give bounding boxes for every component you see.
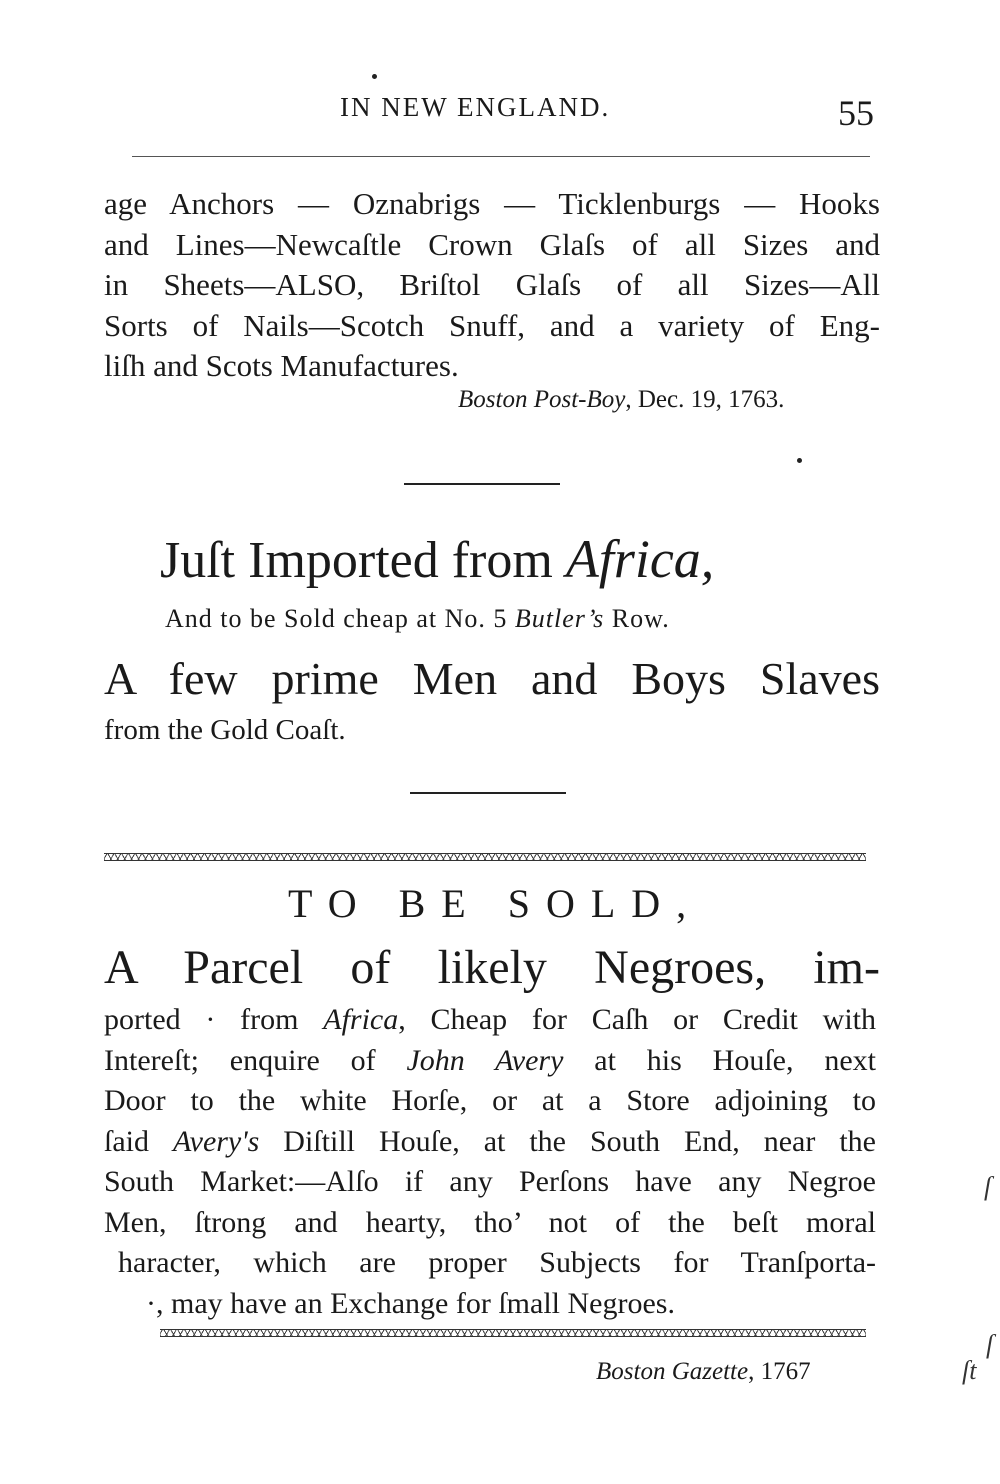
- margin-mark: ſ: [984, 1172, 992, 1201]
- ad3-text: ·, may have an Exchange for ſmall Negroes.: [146, 1286, 675, 1320]
- ad2-tail-line: from the Gold Coaſt.: [104, 714, 346, 746]
- ad1-line: liſh and Scots Manufactures.: [104, 348, 459, 383]
- ad2-heading: [160, 528, 714, 590]
- ad3-italic: Africa: [323, 1003, 399, 1036]
- ad3-heading: TO BE SOLD,: [288, 881, 703, 926]
- ad3-credit-date: , 1767: [748, 1358, 811, 1385]
- ad2-heading-text: Juſt Imported from: [160, 532, 566, 589]
- ad3-italic: Avery's: [172, 1124, 260, 1158]
- ad1-line: in Sheets—ALSO, Briſtol Glaſs of all Sizes—All: [104, 267, 880, 302]
- section-rule: [404, 483, 560, 485]
- ad3-credit-paper: Boston Gazette: [596, 1358, 749, 1385]
- ad2-main-line: A few prime Men and Boys Slaves: [104, 653, 880, 704]
- ad3-text: Intereſt; enquire of: [104, 1043, 407, 1077]
- ink-speck: [797, 458, 802, 463]
- ad3-text: Diſtill Houſe, at the South End, near the: [259, 1124, 876, 1158]
- ad3-text: Men, ſtrong and hearty, tho’ not of the beſt moral: [104, 1205, 876, 1239]
- ad1-credit: [458, 386, 784, 414]
- margin-mark: ſ: [986, 1330, 994, 1359]
- ad3-line: [104, 1203, 876, 1244]
- ad3-line: [104, 1162, 876, 1203]
- ad2-sub-pre: And to be Sold cheap at No. 5: [165, 604, 515, 633]
- ad3-text: Door to the white Horſe, or at a Store adjoining to: [104, 1084, 876, 1117]
- ad2-heading-place: Africa,: [565, 529, 715, 589]
- ad1-credit-paper: Boston Post-Boy: [458, 386, 626, 413]
- running-head: IN NEW ENGLAND.: [340, 92, 611, 122]
- margin-mark: ſt: [962, 1356, 977, 1385]
- ad3-text: at his Houſe, next: [563, 1043, 876, 1077]
- ad1-line: and Lines—Newcaſtle Crown Glaſs of all Sizes and: [104, 226, 880, 262]
- ad3-line: [104, 1000, 876, 1041]
- ad2-sub-italic: Butler’s: [514, 604, 605, 633]
- ornamental-border: [160, 1329, 866, 1337]
- ad3-credit: [596, 1358, 811, 1386]
- ad2-subheading: [165, 604, 670, 634]
- ad3-italic: John Avery: [406, 1043, 564, 1077]
- ornamental-border: [104, 853, 866, 861]
- ad3-line: [104, 1243, 876, 1284]
- page-number: 55: [838, 93, 874, 133]
- ad2-sub-post: Row.: [604, 604, 670, 633]
- header-rule: [132, 156, 870, 157]
- ad3-main-line: A Parcel of likely Negroes, im-: [104, 941, 880, 994]
- ad3-text: ſaid: [104, 1124, 173, 1158]
- ad3-text: South Market:—Alſo if any Perſons have any Negroe: [104, 1165, 876, 1198]
- ad1-credit-date: , Dec. 19, 1763.: [625, 386, 785, 413]
- ad3-text: haracter, which are proper Subjects for Tranſporta-: [118, 1246, 876, 1279]
- advertisement-3-body: [104, 1000, 876, 1324]
- section-rule: [410, 792, 566, 794]
- ad3-text: , Cheap for Caſh or Credit with: [398, 1003, 876, 1036]
- ad3-line: [104, 1284, 876, 1325]
- ad3-text: ported · from: [104, 1003, 324, 1036]
- ad1-line: Sorts of Nails—Scotch Snuff, and a variety of Eng-: [104, 307, 880, 343]
- ad3-line: [104, 1122, 876, 1163]
- ad3-line: [104, 1041, 876, 1082]
- ad1-line: age Anchors — Oznabrigs — Ticklenburgs — Hooks: [104, 186, 880, 221]
- advertisement-1: [104, 184, 880, 387]
- ad3-line: [104, 1081, 876, 1122]
- ink-speck: [372, 74, 377, 79]
